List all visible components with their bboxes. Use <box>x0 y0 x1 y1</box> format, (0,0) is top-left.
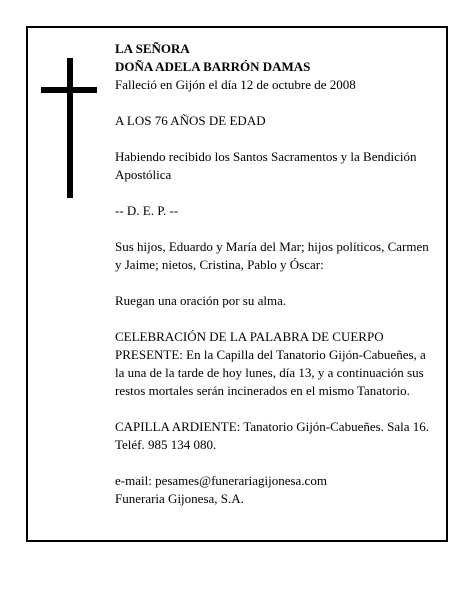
chapel-line: CAPILLA ARDIENTE: Tanatorio Gijón-Cabueñes. Sala 16. Teléf. 985 134 080. <box>115 419 430 452</box>
cross-icon-bar <box>41 87 97 93</box>
age-line: A LOS 76 AÑOS DE EDAD <box>115 113 266 128</box>
cross-icon <box>67 58 73 198</box>
deceased-name: DOÑA ADELA BARRÓN DAMAS <box>115 59 311 74</box>
title-line-1: LA SEÑORA <box>115 41 190 56</box>
death-line: Falleció en Gijón el día 12 de octubre de 2008 <box>115 77 356 92</box>
ceremony-line: CELEBRACIÓN DE LA PALABRA DE CUERPO PRESENTE: En la Capilla del Tanatorio Gijón-Cabueñes, a la una de la tarde de hoy lunes, día 13, y a continuación sus restos mortales serán incinerados en el mismo Tanatorio. <box>115 329 426 398</box>
request-line: Ruegan una oración por su alma. <box>115 293 287 308</box>
rip-line: -- D. E. P. -- <box>115 203 179 218</box>
obituary-card <box>26 26 448 542</box>
email-line: e-mail: pesames@funerariagijonesa.com <box>115 473 327 488</box>
company-line: Funeraria Gijonesa, S.A. <box>115 491 244 506</box>
sacraments-line: Habiendo recibido los Santos Sacramentos y la Bendición Apostólica <box>115 149 417 182</box>
family-line: Sus hijos, Eduardo y María del Mar; hijos políticos, Carmen y Jaime; nietos, Cristina, Pablo y Óscar: <box>115 239 429 272</box>
obituary-text <box>115 40 431 508</box>
